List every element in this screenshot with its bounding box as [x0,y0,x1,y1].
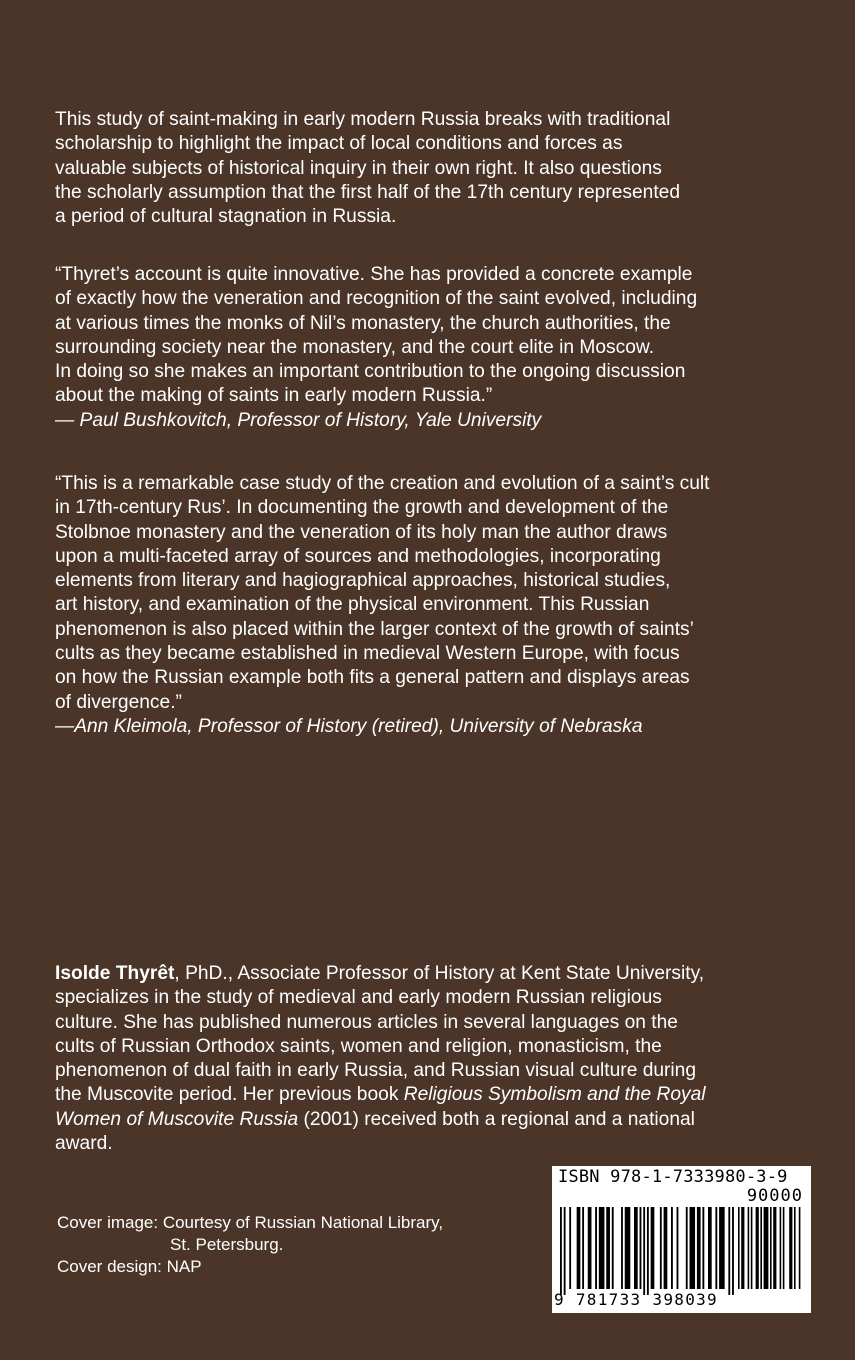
barcode-bar [702,1207,704,1289]
review-quote-kleimola [55,472,790,739]
barcode-bar [770,1207,772,1289]
quote-line: of divergence.” [55,691,182,713]
review-quote-bushkovitch [55,263,790,433]
isbn-barcode [552,1166,811,1313]
book-title: Religious Symbolism and the Royal [403,1084,706,1106]
barcode-bar [728,1207,730,1295]
quote-line: elements from literary and hagiographical approaches, historical studies, [55,570,671,592]
barcode-bar [640,1207,642,1289]
cover-image-credit: Cover image: Courtesy of Russian National Library, [57,1213,444,1232]
barcode-bar [577,1207,581,1289]
price-code: 90000 [746,1186,803,1206]
author-bio [55,962,790,1156]
barcode-bar [564,1207,566,1295]
book-title: Women of Muscovite Russia [55,1108,299,1130]
barcode-bar [697,1207,701,1289]
description-line: the scholarly assumption that the first half of the 17th century represented [55,181,681,203]
barcode-bar [671,1207,673,1289]
barcode-bar [560,1207,562,1295]
barcode-bar [686,1207,688,1289]
barcode-bar [794,1207,796,1289]
author-name: Isolde Thyrêt [55,963,175,984]
quote-line: of exactly how the veneration and recognition of the saint evolved, including [55,288,698,310]
barcode-bar [625,1207,631,1289]
bio-line: award. [55,1133,113,1155]
barcode-bar [677,1207,679,1289]
barcode-bar [760,1207,762,1289]
description-line: scholarship to highlight the impact of local conditions and forces as [55,133,623,155]
cover-image-credit-continued: St. Petersburg. [170,1235,284,1254]
description-line: valuable subjects of historical inquiry in their own right. It also questions [55,157,662,179]
bio-line: cults of Russian Orthodox saints, women and religion, monasticism, the [55,1035,662,1057]
barcode-bar [719,1207,725,1289]
quote-attribution: —Ann Kleimola, Professor of History (retired), University of Nebraska [55,715,643,737]
description-line: a period of cultural stagnation in Russia. [55,206,397,228]
barcode-bar [643,1207,645,1295]
bio-line [55,1108,790,1132]
ean-barcode-bars [560,1207,736,1297]
quote-line: upon a multi-faceted array of sources and methodologies, incorporating [55,545,661,567]
barcode-bar [708,1207,712,1289]
quote-line: art history, and examination of the physical environment. This Russian [55,594,650,616]
bio-line: phenomenon of dual faith in early Russia, and Russian visual culture during [55,1060,697,1082]
barcode-bar [741,1207,744,1289]
barcode-bar [799,1207,801,1289]
barcode-bar [748,1207,750,1289]
barcode-bar [751,1207,753,1289]
barcode-bar [569,1207,571,1289]
barcode-bar [634,1207,638,1289]
cover-credits [57,1212,443,1278]
quote-line: at various times the monks of Nil’s monastery, the church authorities, the [55,312,671,334]
barcode-bar [621,1207,623,1289]
barcode-bar [651,1207,655,1289]
quote-line: about the making of saints in early modern Russia.” [55,385,493,407]
barcode-bar [660,1207,662,1289]
book-description [55,108,790,229]
quote-line: In doing so she makes an important contribution to the ongoing discussion [55,361,686,383]
bio-line: specializes in the study of medieval and early modern Russian religious [55,987,662,1009]
quote-line: “Thyret’s account is quite innovative. She has provided a concrete example [55,264,693,285]
description-line: This study of saint-making in early modern Russia breaks with traditional [55,109,671,130]
barcode-bar [664,1207,668,1289]
barcode-bar [783,1207,785,1289]
barcode-bar [595,1207,597,1289]
barcode-bar [789,1207,792,1289]
barcode-bar [732,1207,734,1295]
isbn-label: ISBN 978-1-7333980-3-9 [558,1167,788,1187]
barcode-bar [780,1207,782,1289]
barcode-bar [599,1207,605,1289]
bio-text: , PhD., Associate Professor of History at Kent State University, [174,963,705,984]
quote-line: cults as they became established in medieval Western Europe, with focus [55,643,680,665]
barcode-bar [612,1207,614,1289]
addon-barcode-bars [738,1207,804,1297]
bio-line [55,1083,790,1107]
barcode-bar [588,1207,592,1289]
quote-line: in 17th-century Rus’. In documenting the growth and development of the [55,497,669,519]
barcode-bar [647,1207,649,1295]
barcode-bar [756,1207,759,1289]
bio-line [55,962,790,986]
quote-line: “This is a remarkable case study of the creation and evolution of a saint’s cult [55,473,710,494]
barcode-bar [738,1207,740,1289]
bio-text: the Muscovite period. Her previous book [55,1084,404,1106]
quote-line: on how the Russian example both fits a general pattern and displays areas [55,667,690,689]
quote-line: phenomenon is also placed within the larger context of the growth of saints’ [55,618,694,640]
barcode-bar [582,1207,584,1289]
quote-line: surrounding society near the monastery, and the court elite in Moscow. [55,336,655,358]
barcode-bar [773,1207,776,1289]
barcode-bar [690,1207,696,1289]
barcode-bar [764,1207,769,1289]
quote-line: Stolbnoe monastery and the veneration of its holy man the author draws [55,521,668,543]
bio-text: (2001) received both a regional and a national [298,1108,695,1130]
ean-digits: 9 781733 398039 [554,1290,718,1309]
quote-attribution: — Paul Bushkovitch, Professor of History, Yale University [55,409,542,431]
bio-line: culture. She has published numerous articles in several languages on the [55,1011,678,1033]
barcode-bar [606,1207,610,1289]
cover-design-credit: Cover design: NAP [57,1257,202,1276]
barcode-bar [715,1207,717,1289]
